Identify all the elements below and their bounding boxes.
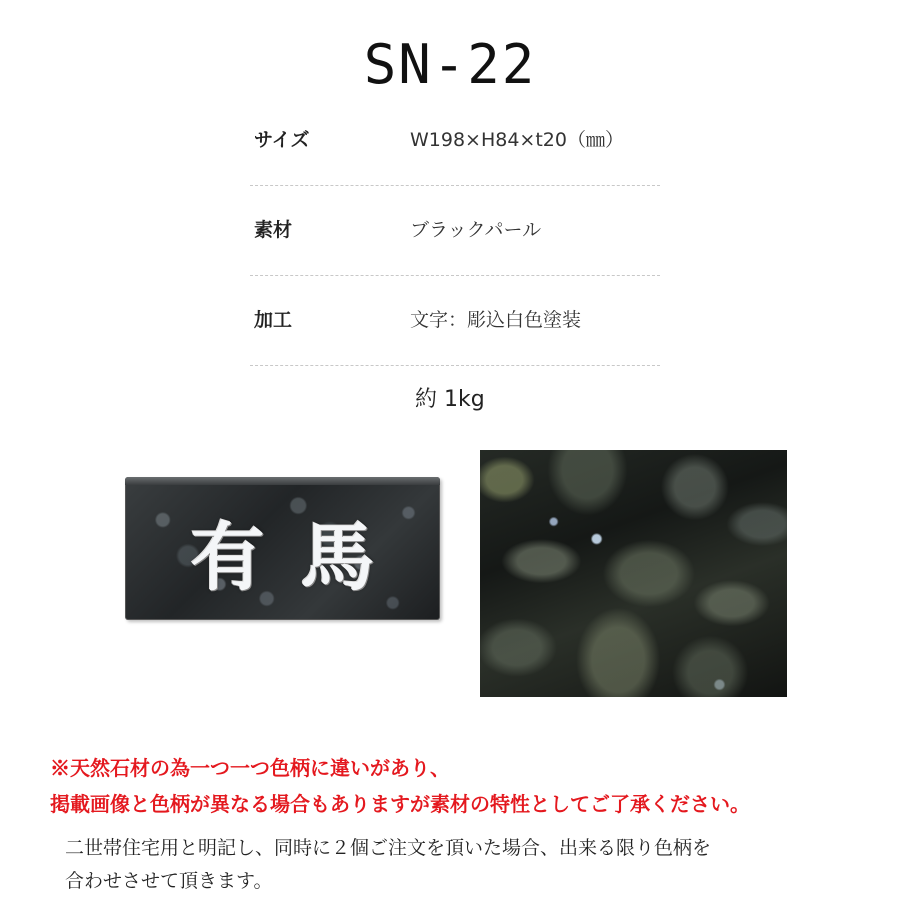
notice-warning-line2: 掲載画像と色柄が異なる場合もありますが素材の特性としてご了承ください。 [50,794,750,816]
spec-label-processing: 加工 [254,309,293,331]
spec-row-processing [250,275,660,366]
notice-body-line1: 二世帯住宅用と明記し、同時に２個ご注文を頂いた場合、出来る限り色柄を [65,837,712,859]
spec-value-size: W198×H84×t20（㎜） [410,129,624,151]
spec-value-material: ブラックパール [410,219,542,241]
nameplate-carved-text: 有馬 [190,515,411,601]
spec-row-size [250,95,660,186]
spec-label-size: サイズ [254,129,310,151]
nameplate-top-edge [125,477,440,485]
stone-texture-swatch [480,450,787,697]
spec-row-material [250,185,660,276]
spec-label-material: 素材 [254,219,293,241]
weight-text: 約 1kg [415,387,485,412]
spec-value-processing: 文字：彫込白色塗装 [410,309,582,331]
notice-warning-line1: ※天然石材の為一つ一つ色柄に違いがあり、 [50,758,450,780]
notice-body-line2: 合わせさせて頂きます。 [65,870,273,892]
nameplate-sample-image [125,477,440,620]
product-code: SN-22 [363,33,537,96]
